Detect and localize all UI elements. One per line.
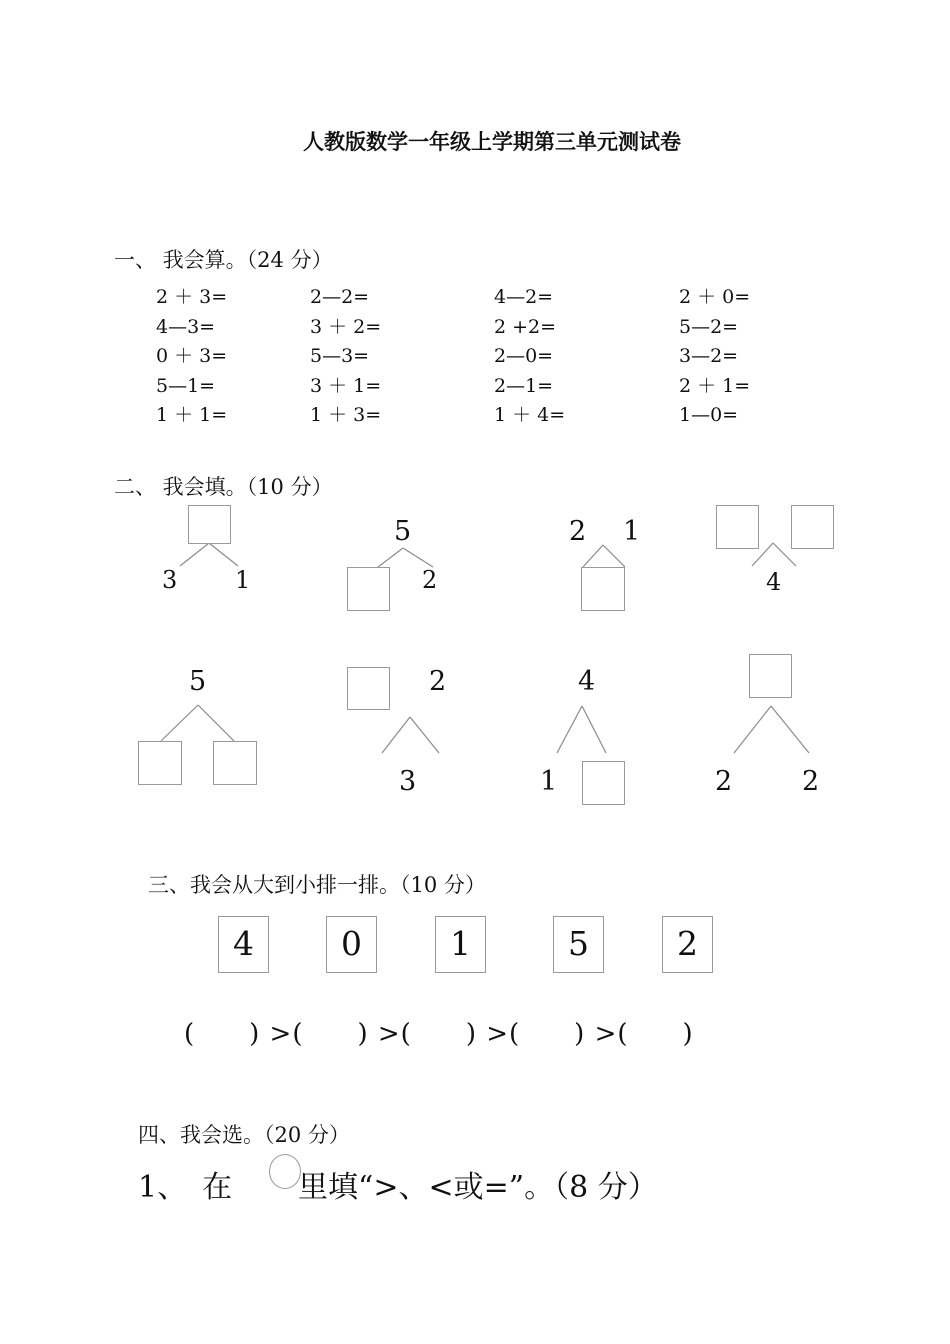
bond-line: [209, 543, 238, 566]
bond-line: [734, 706, 771, 753]
calc-item: 2—0=: [494, 345, 554, 367]
page-title: 人教版数学一年级上学期第三单元测试卷: [303, 130, 681, 154]
bond-number: 4: [766, 568, 782, 596]
number-card: 2: [662, 916, 713, 973]
calc-item: 2 ＋ 1=: [679, 374, 751, 397]
bond-line: [557, 706, 582, 753]
number-card: 1: [435, 916, 486, 973]
bond-number: 2: [569, 516, 587, 547]
calc-item: 1 ＋ 1=: [156, 404, 228, 426]
bond-line: [378, 548, 403, 567]
answer-box[interactable]: [791, 505, 834, 549]
question-1-suffix: 里填“>、<或=”。（8 分）: [298, 1170, 658, 1205]
calc-item: 5—2=: [679, 315, 739, 338]
section1-heading: 一、 我会算。（24 分）: [114, 248, 333, 272]
bond-number: 1: [623, 516, 641, 547]
answer-box[interactable]: [138, 741, 182, 785]
calc-item: 5—3=: [310, 345, 370, 367]
calc-item: 2 +2=: [494, 315, 557, 338]
bond-line: [582, 706, 606, 753]
calc-item: 1 ＋ 3=: [310, 404, 382, 426]
calc-item: 2 ＋ 3=: [156, 286, 228, 308]
number-card: 5: [553, 916, 604, 973]
section2-heading: 二、 我会填。（10 分）: [114, 475, 333, 499]
bond-line: [410, 717, 439, 753]
bond-line: [382, 717, 410, 753]
calc-item: 1—0=: [679, 404, 739, 426]
bond-line: [198, 705, 234, 741]
calc-item: 4—2=: [494, 286, 554, 308]
bond-number: 1: [540, 766, 558, 797]
calc-item: 2—1=: [494, 374, 554, 397]
calc-item: 1 ＋ 4=: [494, 404, 566, 426]
bond-line: [603, 545, 625, 567]
answer-box[interactable]: [213, 741, 257, 785]
bond-number: 4: [578, 666, 596, 697]
bond-number: 3: [399, 766, 417, 797]
bond-line: [771, 706, 809, 753]
bond-line: [583, 545, 603, 567]
bond-number: 2: [715, 766, 733, 797]
answer-box[interactable]: [347, 667, 390, 710]
bond-number: 2: [422, 566, 438, 594]
answer-box[interactable]: [188, 505, 231, 544]
calc-item: 3—2=: [679, 345, 739, 367]
section3-heading: 三、我会从大到小排一排。（10 分）: [148, 873, 486, 897]
bond-number: 2: [429, 666, 447, 697]
calc-item: 2 ＋ 0=: [679, 286, 751, 308]
bond-number: 5: [189, 666, 207, 697]
bond-line: [161, 705, 198, 741]
calc-item: 2—2=: [310, 286, 370, 308]
calc-item: 3 ＋ 1=: [310, 374, 382, 397]
section4-heading: 四、我会选。（20 分）: [138, 1123, 350, 1147]
number-card: 0: [326, 916, 377, 973]
answer-box[interactable]: [347, 567, 390, 611]
calc-item: 3 ＋ 2=: [310, 315, 382, 338]
answer-box[interactable]: [749, 654, 792, 698]
answer-box[interactable]: [716, 505, 759, 549]
number-card: 4: [218, 916, 269, 973]
calc-item: 0 ＋ 3=: [156, 345, 228, 367]
bond-number: 1: [235, 566, 251, 594]
bond-line: [180, 543, 209, 566]
bond-number: 3: [162, 566, 178, 594]
bond-line: [403, 548, 433, 567]
bond-number: 5: [394, 516, 412, 547]
question-1-prefix: 1、 在: [138, 1170, 233, 1205]
answer-box[interactable]: [581, 567, 625, 611]
calc-item: 5—1=: [156, 374, 216, 397]
ordering-blanks[interactable]: ( ) >( ) >( ) >( ) >( ): [184, 1019, 694, 1049]
answer-box[interactable]: [582, 761, 625, 805]
compare-circle[interactable]: [269, 1154, 301, 1189]
calc-item: 4—3=: [156, 315, 216, 338]
bond-number: 2: [802, 766, 820, 797]
